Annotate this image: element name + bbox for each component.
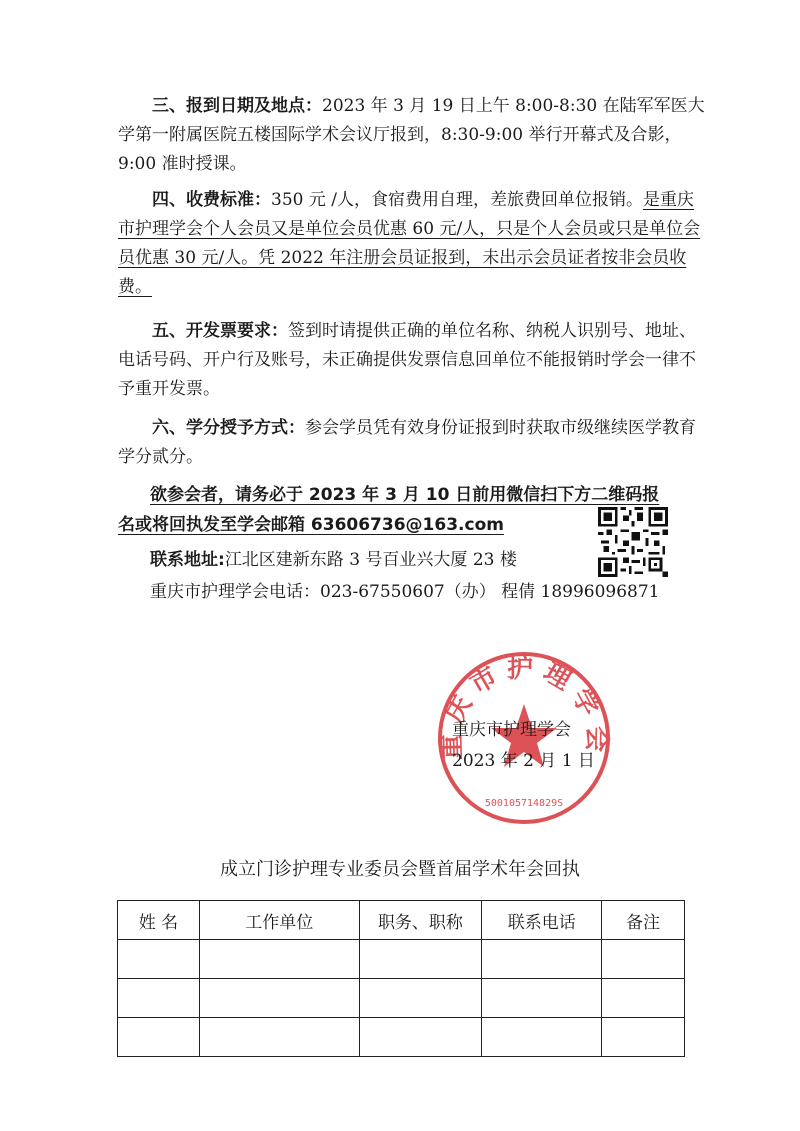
cell-work-unit[interactable] (199, 1018, 359, 1057)
signature-date: 2023 年 2 月 1 日 (452, 751, 595, 771)
section4-label: 四、收费标准： (152, 190, 271, 210)
table-header-row (118, 901, 685, 940)
col-header-position-title: 职务、职称 (359, 901, 482, 940)
table-row (118, 979, 685, 1018)
receipt-form-table (117, 900, 685, 1057)
section6-text: 参会学员凭有效身份证报到时获取市级继续医学教育学分贰分。 (118, 418, 696, 467)
col-header-name: 姓 名 (118, 901, 200, 940)
table-row (118, 1018, 685, 1057)
contact-phone: 重庆市护理学会电话：023-67550607（办） 程倩 18996096871 (150, 582, 660, 602)
section4-discount-text: 是重庆市护理学会个人会员又是单位会员优惠 60 元/人，只是个人会员或只是单位会员优惠 30 元/人。凭 2022 年注册会员证报到，未出示会员证者按非会员收费。 (118, 190, 701, 297)
cell-name[interactable] (118, 979, 200, 1018)
cell-phone[interactable] (482, 979, 602, 1018)
cell-work-unit[interactable] (199, 940, 359, 979)
col-header-remarks: 备注 (602, 901, 685, 940)
col-header-phone: 联系电话 (482, 901, 602, 940)
cell-name[interactable] (118, 1018, 200, 1057)
cell-phone[interactable] (482, 1018, 602, 1057)
address-text: 江北区建新东路 3 号百业兴大厦 23 楼 (224, 550, 517, 570)
cell-phone[interactable] (482, 940, 602, 979)
section-registration-time-place (118, 92, 708, 179)
contact-address (150, 546, 517, 575)
registration-notice-line1: 欲参会者，请务必于 2023 年 3 月 10 日前用微信扫下方二维码报 (150, 485, 660, 505)
stamp-ring-text: 重庆市护理学会 (436, 653, 612, 761)
stamp-number: 500105714829S (484, 798, 564, 809)
receipt-form-title: 成立门诊护理专业委员会暨首届学术年会回执 (220, 859, 580, 880)
section-invoice-requirements (118, 317, 708, 404)
cell-position[interactable] (359, 1018, 482, 1057)
section6-label: 六、学分授予方式： (152, 418, 305, 438)
col-header-work-unit: 工作单位 (199, 901, 359, 940)
address-label: 联系地址: (150, 550, 225, 570)
wechat-qr-code[interactable] (598, 507, 668, 577)
table-row (118, 940, 685, 979)
cell-position[interactable] (359, 979, 482, 1018)
cell-work-unit[interactable] (199, 979, 359, 1018)
section-credit-award (118, 414, 708, 472)
section-fee-standard (118, 186, 708, 302)
section5-text: 签到时请提供正确的单位名称、纳税人识别号、地址、电话号码、开户行及账号，未正确提供发票信息回单位不能报销时学会一律不予重开发票。 (118, 321, 696, 399)
cell-remarks[interactable] (602, 979, 685, 1018)
registration-notice-line2: 名或将回执发至学会邮箱 63606736@163.com (118, 515, 504, 535)
cell-name[interactable] (118, 940, 200, 979)
signature-org: 重庆市护理学会 (452, 720, 571, 740)
section3-text: 2023 年 3 月 19 日上午 8:00-8:30 在陆军军医大学第一附属医院五楼国际学术会议厅报到，8:30-9:00 举行开幕式及合影，9:00 准时授课。 (118, 96, 705, 174)
section4-text: 350 元 /人，食宿费用自理，差旅费回单位报销。 (271, 190, 643, 210)
section3-label: 三、报到日期及地点： (152, 96, 322, 116)
cell-position[interactable] (359, 940, 482, 979)
cell-remarks[interactable] (602, 940, 685, 979)
cell-remarks[interactable] (602, 1018, 685, 1057)
section5-label: 五、开发票要求： (152, 321, 288, 341)
